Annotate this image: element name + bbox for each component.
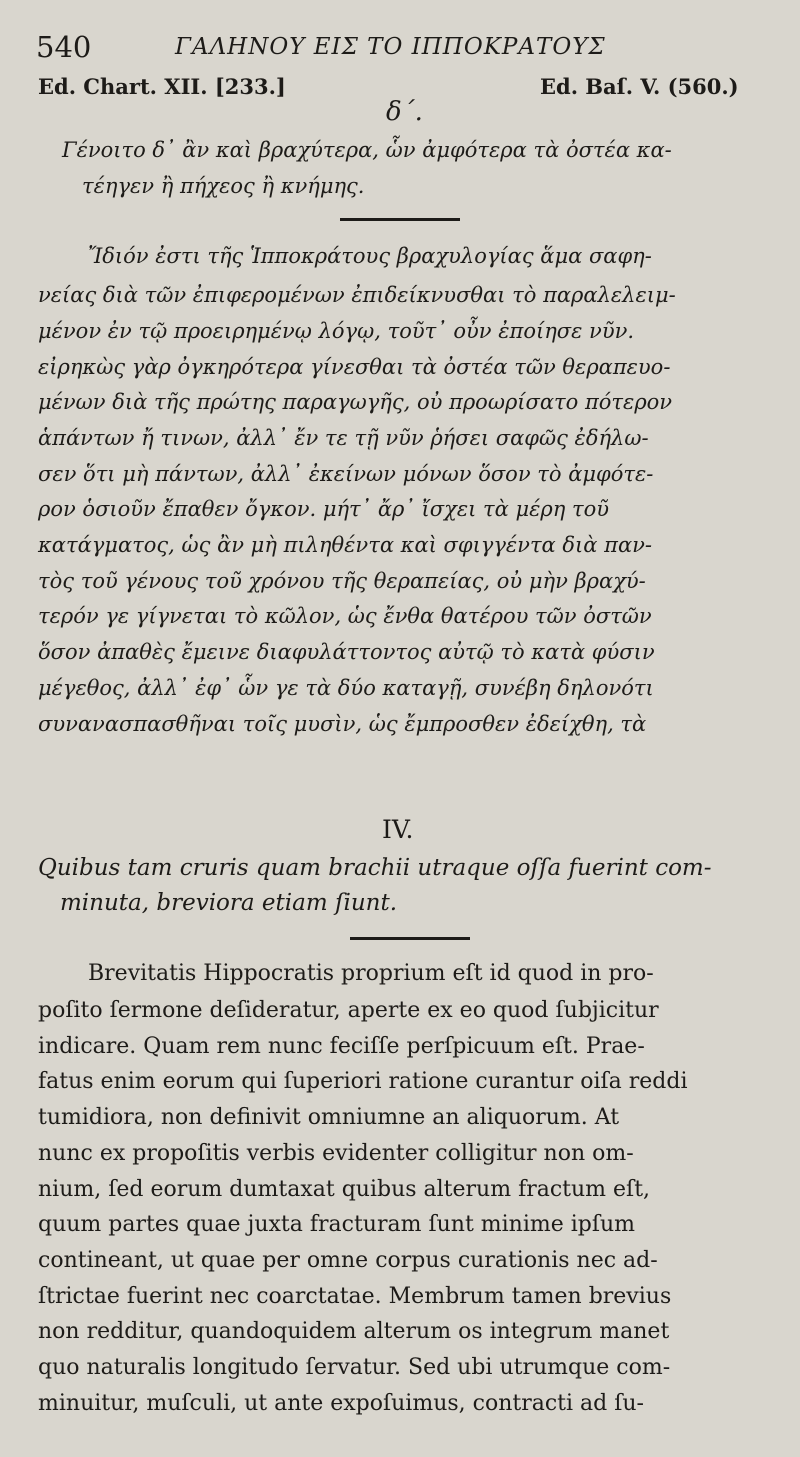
greek-commentary-line: τὸς τοῦ γένους τοῦ χρόνου τῆς θεραπείας, οὐ μὴν βραχύ- <box>38 569 646 593</box>
greek-lemma-line: τέηγεν ἢ πήχεος ἢ κνήμης. <box>82 174 365 198</box>
section-number: IV. <box>382 815 414 844</box>
greek-commentary-line: σεν ὅτι μὴ πάντων, ἀλλ᾽ ἐκείνων μόνων ὅσον τὸ ἀμφότε- <box>38 462 654 486</box>
greek-commentary-line: νείας διὰ τῶν ἐπιφερομένων ἐπιδείκνυσθαι τὸ παραλελειμ- <box>38 283 676 307</box>
page-number: 540 <box>36 30 92 64</box>
greek-commentary-line: εἰρηκὼς γὰρ ὀγκηρότερα γίνεσθαι τὰ ὀστέα τῶν θεραπευο- <box>38 355 671 379</box>
greek-section-marker: δ΄. <box>386 97 423 127</box>
latin-commentary-line: non redditur, quandoquidem alterum os integrum manet <box>38 1319 670 1344</box>
section-divider <box>350 937 470 940</box>
latin-commentary-line: fatus enim eorum qui ſuperiori ratione curantur oiſa reddi <box>38 1069 688 1094</box>
latin-lemma-line: Quibus tam cruris quam brachii utraque oſſa fuerint com- <box>38 855 712 881</box>
latin-commentary-line: poſito ſermone deſideratur, aperte ex eo quod ſubjicitur <box>38 998 659 1023</box>
latin-commentary-line: tumidiora, non definivit omniumne an aliquorum. At <box>38 1105 620 1130</box>
edition-reference-right: Ed. Baſ. V. (560.) <box>540 74 739 99</box>
greek-commentary-line: ρον ὁσιοῦν ἔπαθεν ὄγκον. μήτ᾽ ἄρ᾽ ἴσχει τὰ μέρη τοῦ <box>38 497 610 521</box>
latin-commentary-line: minuitur, muſculi, ut ante expoſuimus, contracti ad ſu- <box>38 1391 644 1416</box>
edition-reference-left: Ed. Chart. XII. [233.] <box>38 74 286 99</box>
greek-commentary-line: κατάγματος, ὡς ἂν μὴ πιληθέντα καὶ σφιγγέντα διὰ παν- <box>38 533 652 557</box>
latin-commentary-line: quo naturalis longitudo ſervatur. Sed ubi utrumque com- <box>38 1355 671 1380</box>
latin-lemma-line: minuta, breviora etiam ſiunt. <box>60 890 398 916</box>
greek-commentary-line: ὅσον ἀπαθὲς ἔμεινε διαφυλάττοντος αὐτῷ τὸ κατὰ φύσιν <box>38 640 655 664</box>
greek-commentary-line: Ἴδιόν ἐστι τῆς Ἱπποκράτους βραχυλογίας ἅμα σαφη- <box>88 244 652 268</box>
greek-commentary-line: τερόν γε γίγνεται τὸ κῶλον, ὡς ἔνθα θατέρου τῶν ὀστῶν <box>38 604 652 628</box>
latin-commentary-line: ſtrictae fuerint nec coarctatae. Membrum tamen brevius <box>38 1284 672 1309</box>
latin-commentary-line: indicare. Quam rem nunc feciſſe perſpicuum eſt. Prae- <box>38 1034 645 1059</box>
latin-commentary-line: nium, ſed eorum dumtaxat quibus alterum fractum eſt, <box>38 1177 651 1202</box>
latin-commentary-line: quum partes quae juxta fracturam ſunt minime ipſum <box>38 1212 636 1237</box>
running-title: ΓΑΛΗΝΟΥ ΕΙΣ ΤΟ ΙΠΠΟΚΡΑΤΟΥΣ <box>175 34 606 60</box>
greek-commentary-line: μέγεθος, ἀλλ᾽ ἐφ᾽ ὧν γε τὰ δύο καταγῇ, συνέβη δηλονότι <box>38 676 654 700</box>
greek-lemma-line: Γένοιτο δ᾽ ἂν καὶ βραχύτερα, ὧν ἀμφότερα τὰ ὀστέα κα- <box>62 138 672 162</box>
greek-commentary-line: μένων διὰ τῆς πρώτης παραγωγῆς, οὐ προωρίσατο πότερον <box>38 390 673 414</box>
section-divider <box>340 218 460 221</box>
latin-commentary-line: Brevitatis Hippocratis proprium eſt id quod in pro- <box>88 961 654 986</box>
greek-commentary-line: ἁπάντων ἤ τινων, ἀλλ᾽ ἔν τε τῇ νῦν ῥήσει σαφῶς ἐδήλω- <box>38 426 649 450</box>
latin-commentary-line: nunc ex propoſitis verbis evidenter colligitur non om- <box>38 1141 634 1166</box>
greek-commentary-line: μένον ἐν τῷ προειρημένῳ λόγῳ, τοῦτ᾽ οὖν ἐποίησε νῦν. <box>38 319 635 343</box>
latin-commentary-line: contineant, ut quae per omne corpus curationis nec ad- <box>38 1248 658 1273</box>
greek-commentary-line: συνανασπασθῆναι τοῖς μυσὶν, ὡς ἔμπροσθεν ἐδείχθη, τὰ <box>38 712 647 736</box>
